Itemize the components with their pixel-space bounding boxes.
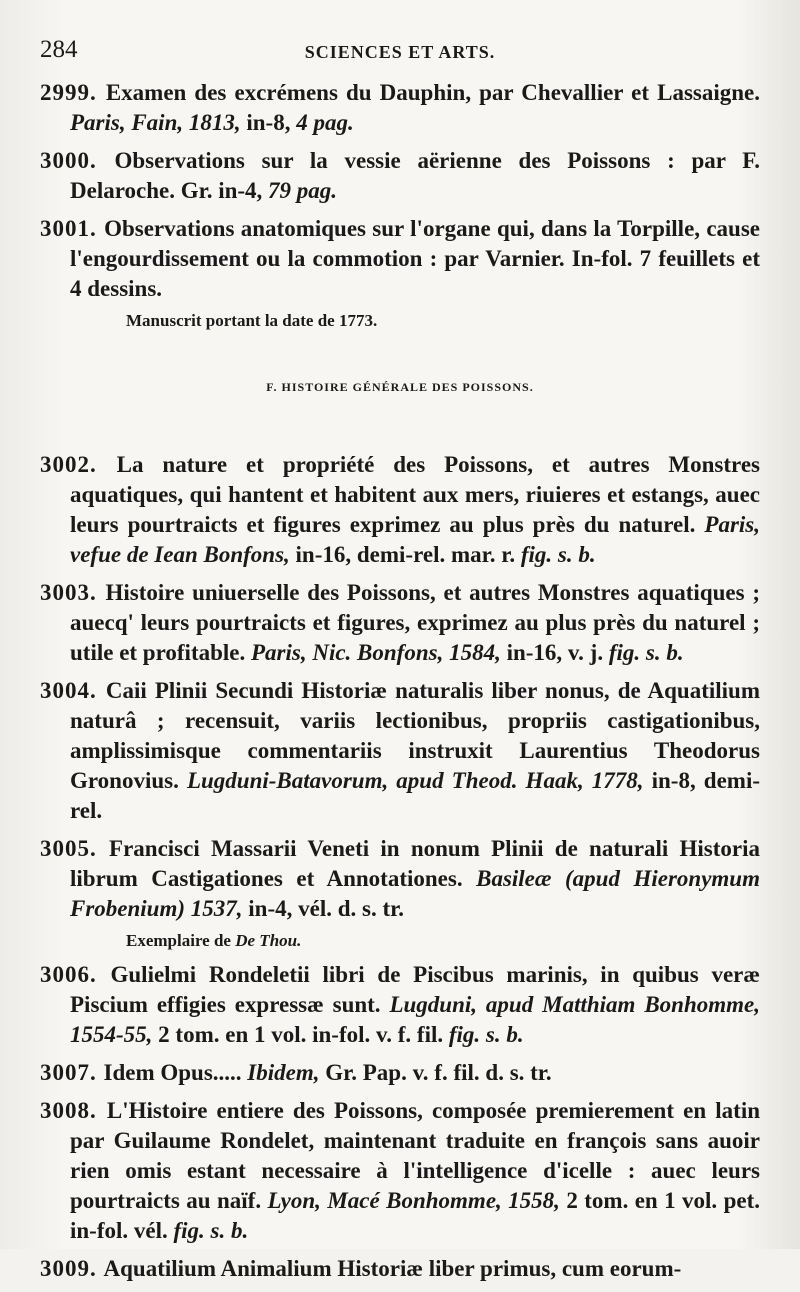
entry-text: Lugduni-Batavorum, apud Theod. Haak, 1778, bbox=[186, 768, 644, 793]
entry-text: Ibidem, bbox=[247, 1060, 320, 1085]
entry-text: Examen des excrémens du Dauphin, par Chevallier et Lassaigne. bbox=[105, 80, 761, 105]
entry-text: Gulielmi Rondeletii libri de Piscibus marinis, in quibus veræ Piscium effigies expressæ sunt. bbox=[70, 962, 761, 1017]
entry-text: fig. s. b. bbox=[448, 1022, 524, 1047]
entry-text: 79 pag. bbox=[268, 178, 338, 203]
entry-text: Paris, vefue de Iean Bonfons, bbox=[70, 512, 760, 567]
entry-text: Basileæ (apud Hieronymum Frobenium) 1537, bbox=[70, 866, 760, 921]
running-title: SCIENCES ET ARTS. bbox=[304, 42, 496, 62]
catalog-entry bbox=[40, 78, 760, 138]
entry-number: 2999. bbox=[40, 80, 106, 105]
entry-text: Observations anatomiques sur l'organe qui, dans la Torpille, cause l'engourdissement ou la commotion : par Varnier. In-fol. 7 feuillets et 4 dessins. bbox=[70, 216, 761, 301]
entry-text: Paris, Nic. Bonfons, 1584, bbox=[251, 640, 501, 665]
entry-text: L'Histoire entiere des Poissons, composée premierement en latin par Guilaume Rondelet, maintenant traduite en françois sans auoir rien omis estant necessaire à l'intelligence d'icelle : auec leurs pourtraicts au naïf. bbox=[70, 1098, 761, 1213]
entry-text: 4 pag. bbox=[296, 110, 354, 135]
entry-number: 3008. bbox=[40, 1098, 107, 1123]
entry-text: 2 tom. en 1 vol. pet. in-fol. vél. bbox=[70, 1188, 761, 1243]
note-text: Manuscrit portant la date de 1773. bbox=[126, 311, 378, 330]
entry-text: Lugduni, apud Matthiam Bonhomme, 1554-55, bbox=[70, 992, 760, 1047]
entry-text: in-16, v. j. bbox=[500, 640, 609, 665]
entry-text: Francisci Massarii Veneti in nonum Plinii de naturali Historia librum Castigationes et Annotationes. bbox=[70, 836, 761, 891]
section-title: F. HISTOIRE GÉNÉRALE DES POISSONS. bbox=[266, 380, 534, 394]
entry-text: Caii Plinii Secundi Historiæ naturalis liber nonus, de Aquatilium naturâ ; recensuit, variis lectionibus, propriis castigationibus, amplissimisque commentariis instruxit Laurentius Theodorus Gronovius. bbox=[70, 678, 760, 793]
entry-number: 3003. bbox=[40, 580, 106, 605]
entry-text: Aquatilium Animalium Historiæ liber primus, cum eorum- bbox=[103, 1256, 682, 1281]
entry-text: in-4, vél. d. s. tr. bbox=[242, 896, 404, 921]
catalog-entry bbox=[40, 676, 760, 826]
entry-text: 2 tom. en 1 vol. in-fol. v. f. fil. bbox=[152, 1022, 449, 1047]
catalog-entry bbox=[40, 960, 760, 1050]
entry-text: Idem Opus..... bbox=[103, 1060, 248, 1085]
page-body bbox=[40, 78, 760, 1292]
catalog-entry bbox=[40, 578, 760, 668]
entry-number: 3002. bbox=[40, 452, 117, 477]
entry-text: in-16, demi-rel. mar. r. bbox=[289, 542, 521, 567]
entry-number: 3009. bbox=[40, 1256, 104, 1281]
entry-text: fig. s. b. bbox=[608, 640, 684, 665]
entry-number: 3007. bbox=[40, 1060, 104, 1085]
note-text: Exemplaire de bbox=[126, 931, 236, 950]
entry-text: fig. s. b. bbox=[173, 1218, 249, 1243]
entry-note bbox=[126, 310, 760, 332]
entry-number: 3000. bbox=[40, 148, 115, 173]
page-number: 284 bbox=[40, 36, 78, 63]
entry-number: 3006. bbox=[40, 962, 111, 987]
entry-number: 3004. bbox=[40, 678, 106, 703]
note-text: De Thou. bbox=[235, 931, 302, 950]
entry-number: 3005. bbox=[40, 836, 110, 861]
entry-text: in-8, demi-rel. bbox=[70, 768, 760, 823]
entry-text: La nature et propriété des Poissons, et autres Monstres aquatiques, qui hantent et habitent aux mers, riuieres et estangs, auec leurs pourtraicts et figures exprimez au plus près du naturel. bbox=[70, 452, 760, 537]
page-header bbox=[0, 32, 800, 72]
entry-text: in-8, bbox=[240, 110, 297, 135]
catalog-entry bbox=[40, 1058, 760, 1088]
catalog-entry bbox=[40, 834, 760, 924]
entry-number: 3001. bbox=[40, 216, 105, 241]
catalog-entry bbox=[40, 1096, 760, 1246]
catalog-entry bbox=[40, 1254, 760, 1284]
catalog-entry bbox=[40, 450, 760, 570]
entry-note bbox=[126, 930, 760, 952]
entry-text: Gr. Pap. v. f. fil. d. s. tr. bbox=[319, 1060, 552, 1085]
entry-text: Observations sur la vessie aërienne des Poissons : par F. Delaroche. Gr. in-4, bbox=[70, 148, 760, 203]
entry-text: fig. s. b. bbox=[520, 542, 596, 567]
entry-text: Histoire uniuerselle des Poissons, et autres Monstres aquatiques ; auecq' leurs pourtraicts et figures, exprimez au plus près du naturel ; utile et profitable. bbox=[70, 580, 761, 665]
entry-text: Paris, Fain, 1813, bbox=[70, 110, 241, 135]
catalog-entry bbox=[40, 146, 760, 206]
entry-text: Lyon, Macé Bonhomme, 1558, bbox=[267, 1188, 560, 1213]
catalog-entry bbox=[40, 214, 760, 304]
